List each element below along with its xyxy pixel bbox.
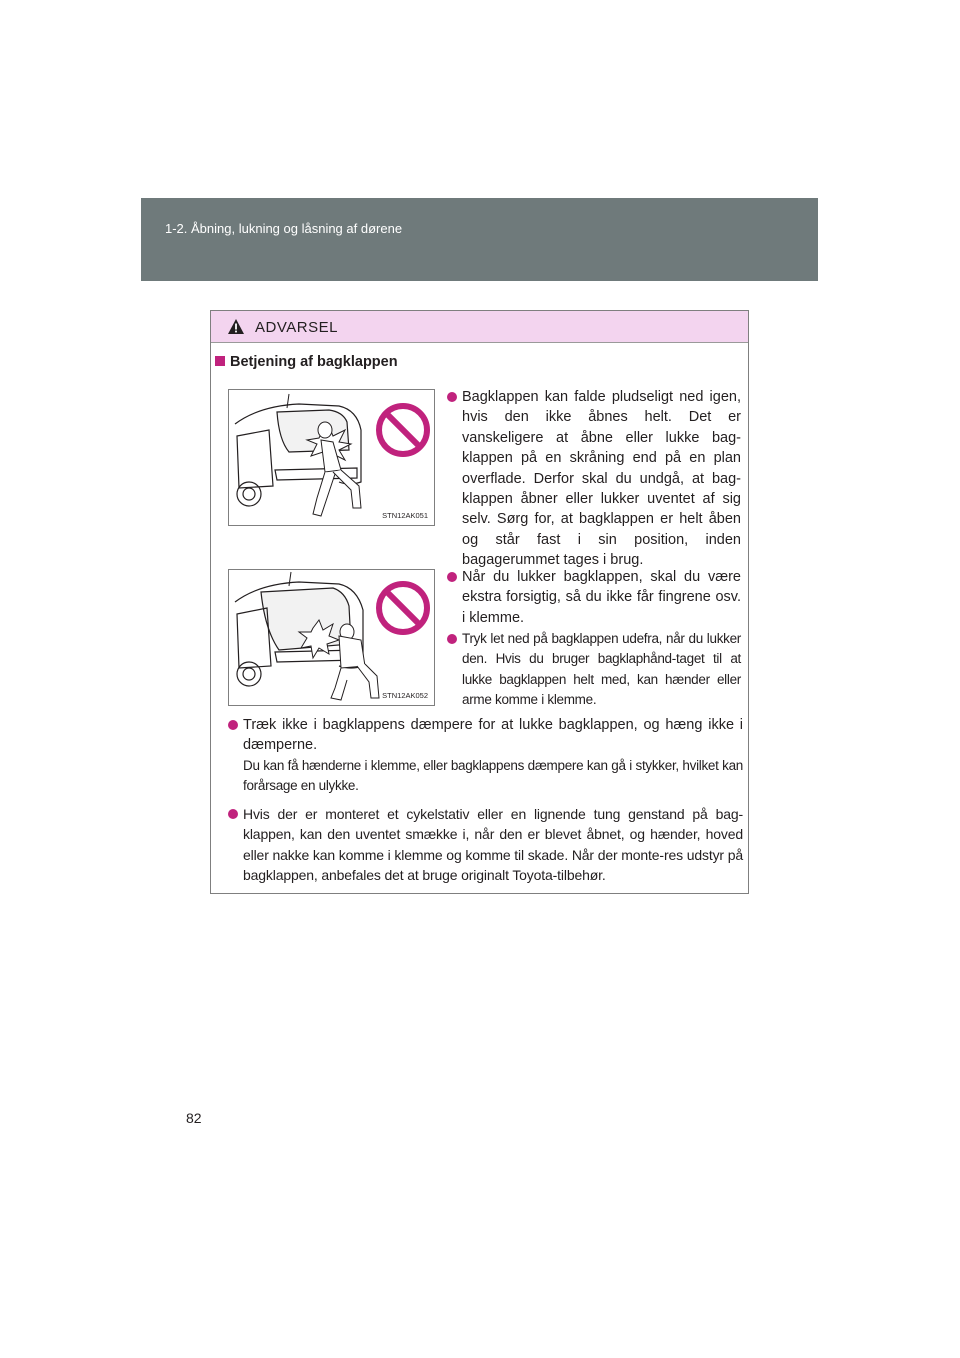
bullet-press-from-outside: [447, 629, 741, 711]
bullet-dampers: [228, 715, 743, 797]
bullet-dot-icon: [447, 634, 457, 644]
bullet-dot-icon: [228, 720, 238, 730]
warning-box: [210, 310, 749, 894]
bullet-text: Hvis der er monteret et cykelstativ eller en lignende tung genstand på bag-klappen, kan den uventet smække i, når den er blevet åbnet, og hænder, hoved eller nakke kan komme i klemme og komme til skade. Når der monte-res udstyr på bagklappen, anbefales det at bruge originalt Toyota-tilbehør.: [243, 806, 743, 884]
warning-triangle-icon: [227, 318, 245, 335]
bullet-text: Når du lukker bagklappen, skal du være ekstra forsigtig, så du ikke får fingrene osv. i klemme.: [462, 569, 741, 626]
illustration-code: STN12AK052: [382, 691, 428, 700]
prohibited-icon: [379, 406, 427, 454]
bullet-text-continued: Du kan få hænderne i klemme, eller bagklappens dæmpere kan gå i stykker, hvilket kan forårsage en ulykke.: [243, 757, 743, 794]
bullet-tailgate-falling: [447, 387, 741, 571]
illustration-closing-tailgate: [228, 569, 435, 706]
warning-header: [211, 311, 748, 343]
bullet-bike-rack: [228, 804, 743, 886]
prohibited-icon: [379, 584, 427, 632]
car-tailgate-illustration: [229, 570, 435, 706]
illustration-tailgate-falling: [228, 389, 435, 526]
section-heading-text: Betjening af bagklappen: [230, 354, 398, 370]
page-number: 82: [186, 1110, 202, 1126]
section-title: 1-2. Åbning, lukning og låsning af dørene: [165, 221, 403, 236]
bullet-text: Tryk let ned på bagklappen udefra, når du lukker den. Hvis du bruger bagklaphånd-taget til at lukke bagklappen helt med, kan hænder eller arme komme i klemme.: [462, 631, 741, 708]
bullet-dot-icon: [228, 809, 238, 819]
car-tailgate-illustration: [229, 390, 435, 526]
square-bullet-icon: [215, 356, 225, 366]
bullet-dot-icon: [447, 572, 457, 582]
chapter-header: [141, 198, 818, 281]
bullet-dot-icon: [447, 392, 457, 402]
bullet-careful-closing: [447, 567, 741, 628]
illustration-code: STN12AK051: [382, 511, 428, 520]
section-heading: [215, 354, 398, 370]
bullet-text: Bagklappen kan falde pludseligt ned igen, hvis den ikke åbnes helt. Det er vanskeligere at åbne eller lukke bag-klappen på en skråning end på en plan overflade. Derfor skal du undgå, at bag-klappen åbner eller lukker uventet af sig selv. Sørg for, at bagklappen er helt åben og står fast i sin position, inden bagagerummet tages i brug.: [462, 389, 741, 569]
bullet-text: Træk ikke i bagklappens dæmpere for at lukke bagklappen, og hæng ikke i dæmperne.: [243, 717, 743, 754]
warning-title: ADVARSEL: [255, 319, 338, 336]
